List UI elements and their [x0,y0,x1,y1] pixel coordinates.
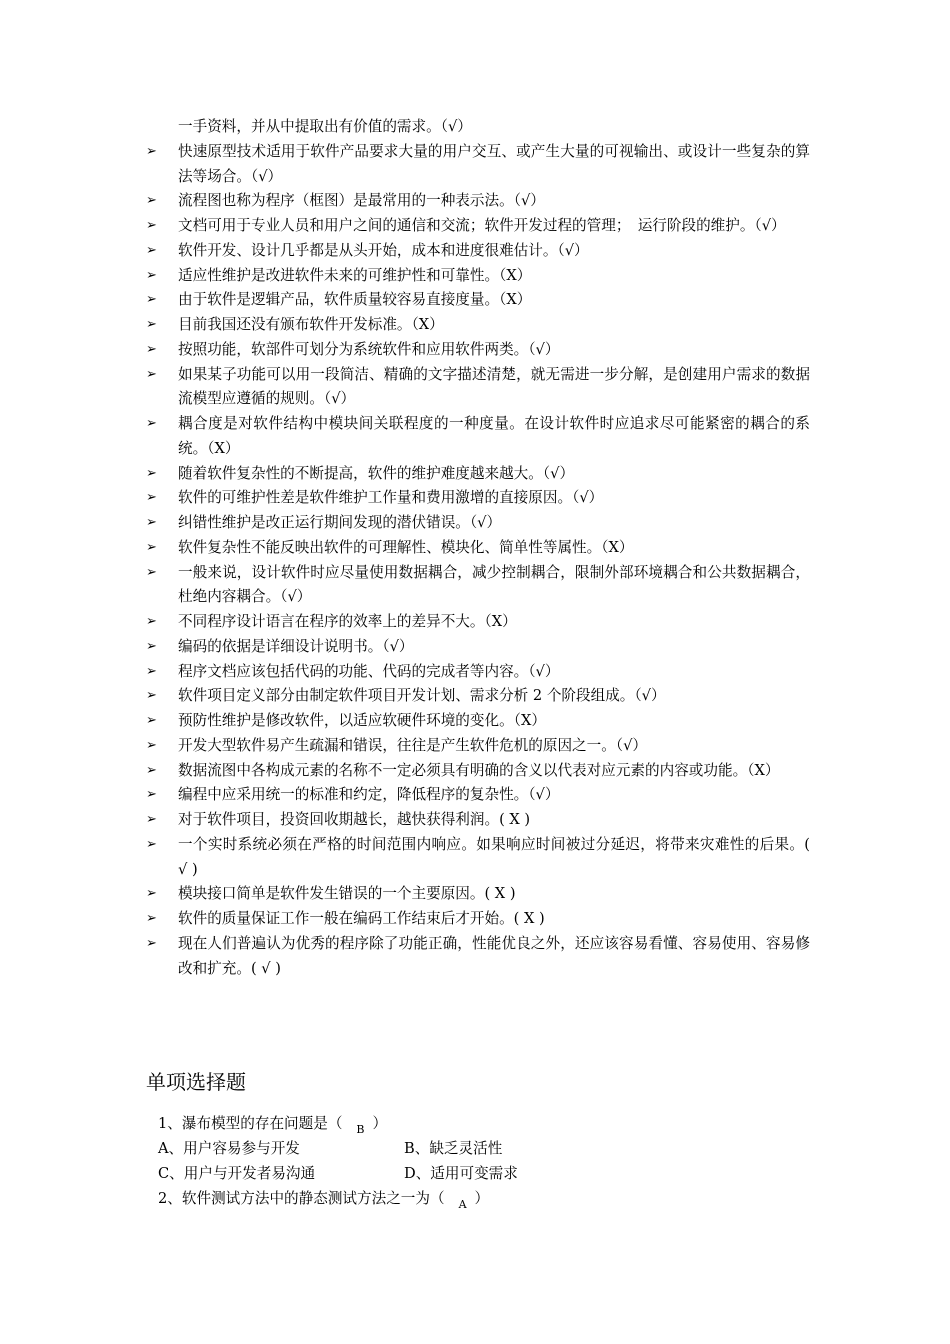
list-item [146,907,810,932]
question-2-answer: A [458,1198,467,1211]
item-text: 现在人们普遍认为优秀的程序除了功能正确，性能优良之外，还应该容易看懂、容易使用、容易修改和扩充。( √ ) [178,934,810,977]
item-text: 程序文档应该包括代码的功能、代码的完成者等内容。（√） [178,662,560,680]
question-2-stem: 2、软件测试方法中的静态测试方法之一为（ [158,1190,445,1207]
bullet-arrow-icon: ➢ [146,416,157,431]
list-item [146,288,810,313]
item-text: 软件开发、设计几乎都是从头开始，成本和进度很难估计。（√） [178,241,589,259]
item-text: 一手资料，并从中提取出有价值的需求。（√） [178,118,472,135]
list-item [146,462,810,487]
bullet-arrow-icon: ➢ [146,911,157,926]
list-item [146,214,810,239]
item-text: 流程图也称为程序（框图）是最常用的一种表示法。（√） [178,192,545,210]
list-item-continuation [146,115,810,140]
question-1-stem: 1、瀑布模型的存在问题是（ [158,1115,343,1132]
list-item [146,833,810,883]
item-text: 软件项目定义部分由制定软件项目开发计划、需求分析 2 个阶段组成。（√） [178,687,666,705]
true-false-list [146,115,810,981]
bullet-arrow-icon: ➢ [146,762,157,778]
list-item [146,511,810,536]
item-text: 软件的质量保证工作一般在编码工作结束后才开始。( X ) [178,910,545,927]
question-1-option-b: B、缺乏灵活性 [404,1140,503,1157]
list-item [146,363,810,413]
list-item [146,239,810,264]
item-text: 预防性维护是修改软件，以适应软硬件环境的变化。（X） [178,712,546,729]
bullet-arrow-icon: ➢ [146,836,157,852]
question-1-option-c: C、用户与开发者易沟通 [158,1165,316,1182]
question-1-close: ） [372,1115,388,1132]
item-text: 文档可用于专业人员和用户之间的通信和交流；软件开发过程的管理； 运行阶段的维护。（√） [178,217,786,234]
item-text: 软件的可维护性差是软件维护工作量和费用激增的直接原因。（√） [178,489,604,507]
item-text: 适应性维护是改进软件未来的可维护性和可靠性。（X） [178,266,532,284]
question-1-answer: B [356,1123,365,1136]
item-text: 目前我国还没有颁布软件开发标准。（X） [178,316,444,333]
list-item [146,338,810,363]
bullet-arrow-icon: ➢ [146,614,157,629]
list-item [146,684,810,709]
bullet-arrow-icon: ➢ [146,341,157,357]
item-text: 快速原型技术适用于软件产品要求大量的用户交互、或产生大量的可视输出、或设计一些复杂的算法等场合。（√） [178,142,810,185]
item-text: 数据流图中各构成元素的名称不一定必须具有明确的含义以代表对应元素的内容或功能。（X） [178,761,780,779]
bullet-arrow-icon: ➢ [146,143,157,159]
bullet-arrow-icon: ➢ [146,465,157,481]
bullet-arrow-icon: ➢ [146,638,157,654]
item-text: 不同程序设计语言在程序的效率上的差异不大。（X） [178,613,517,630]
item-text: 随着软件复杂性的不断提高，软件的维护难度越来越大。（√） [178,464,575,482]
bullet-arrow-icon: ➢ [146,812,157,827]
item-text: 由于软件是逻辑产品，软件质量较容易直接度量。（X） [178,291,532,309]
item-text: 耦合度是对软件结构中模块间关联程度的一种度量。在设计软件时应追求尽可能紧密的耦合的系统。（X） [178,415,810,457]
item-text: 如果某子功能可以用一段简洁、精确的文字描述清楚，就无需进一步分解，是创建用户需求的数据流模型应遵循的规则。（√） [178,365,810,408]
item-text: 编码的依据是详细设计说明书。（√） [178,637,414,655]
list-item [146,808,810,833]
bullet-arrow-icon: ➢ [146,515,157,530]
bullet-arrow-icon: ➢ [146,267,157,283]
bullet-arrow-icon: ➢ [146,242,157,258]
bullet-arrow-icon: ➢ [146,292,157,308]
bullet-arrow-icon: ➢ [146,663,157,679]
bullet-arrow-icon: ➢ [146,935,157,951]
list-item [146,932,810,982]
list-item [146,536,810,561]
list-item [146,610,810,635]
list-item [146,412,810,462]
item-text: 模块接口简单是软件发生错误的一个主要原因。( X ) [178,885,516,903]
bullet-arrow-icon: ➢ [146,564,157,580]
list-item [146,635,810,660]
list-item [146,561,810,611]
bullet-arrow-icon: ➢ [146,366,157,382]
bullet-arrow-icon: ➢ [146,787,157,803]
item-text: 纠错性维护是改正运行期间发现的潜伏错误。（√） [178,514,502,531]
list-item [146,189,810,214]
list-item [146,140,810,190]
bullet-arrow-icon: ➢ [146,713,157,728]
bullet-arrow-icon: ➢ [146,218,157,233]
item-text: 软件复杂性不能反映出软件的可理解性、模块化、简单性等属性。（X） [178,538,634,556]
list-item [146,709,810,734]
list-item [146,783,810,808]
list-item [146,734,810,759]
bullet-arrow-icon: ➢ [146,490,157,506]
question-1-option-a: A、用户容易参与开发 [158,1140,300,1157]
bullet-arrow-icon: ➢ [146,737,157,753]
bullet-arrow-icon: ➢ [146,193,157,209]
item-text: 对于软件项目，投资回收期越长，越快获得利润。( X ) [178,811,531,828]
item-text: 编程中应采用统一的标准和约定，降低程序的复杂性。（√） [178,786,560,804]
item-text: 一个实时系统必须在严格的时间范围内响应。如果响应时间被过分延迟，将带来灾难性的后果。( √ ) [178,835,810,878]
item-text: 开发大型软件易产生疏漏和错误，往往是产生软件危机的原因之一。（√） [178,736,648,754]
list-item [146,660,810,685]
item-text: 一般来说，设计软件时应尽量使用数据耦合，减少控制耦合，限制外部环境耦合和公共数据耦合，杜绝内容耦合。（√） [178,563,810,606]
item-text: 按照功能，软部件可划分为系统软件和应用软件两类。（√） [178,340,560,358]
list-item [146,882,810,907]
bullet-arrow-icon: ➢ [146,688,157,704]
list-item [146,486,810,511]
section-title: 单项选择题 [146,1070,246,1094]
question-1-option-d: D、适用可变需求 [404,1165,518,1182]
list-item [146,264,810,289]
bullet-arrow-icon: ➢ [146,886,157,902]
list-item [146,759,810,784]
list-item [146,313,810,338]
bullet-arrow-icon: ➢ [146,317,157,332]
bullet-arrow-icon: ➢ [146,539,157,555]
question-2 [158,1187,798,1218]
question-2-close: ） [474,1190,490,1207]
